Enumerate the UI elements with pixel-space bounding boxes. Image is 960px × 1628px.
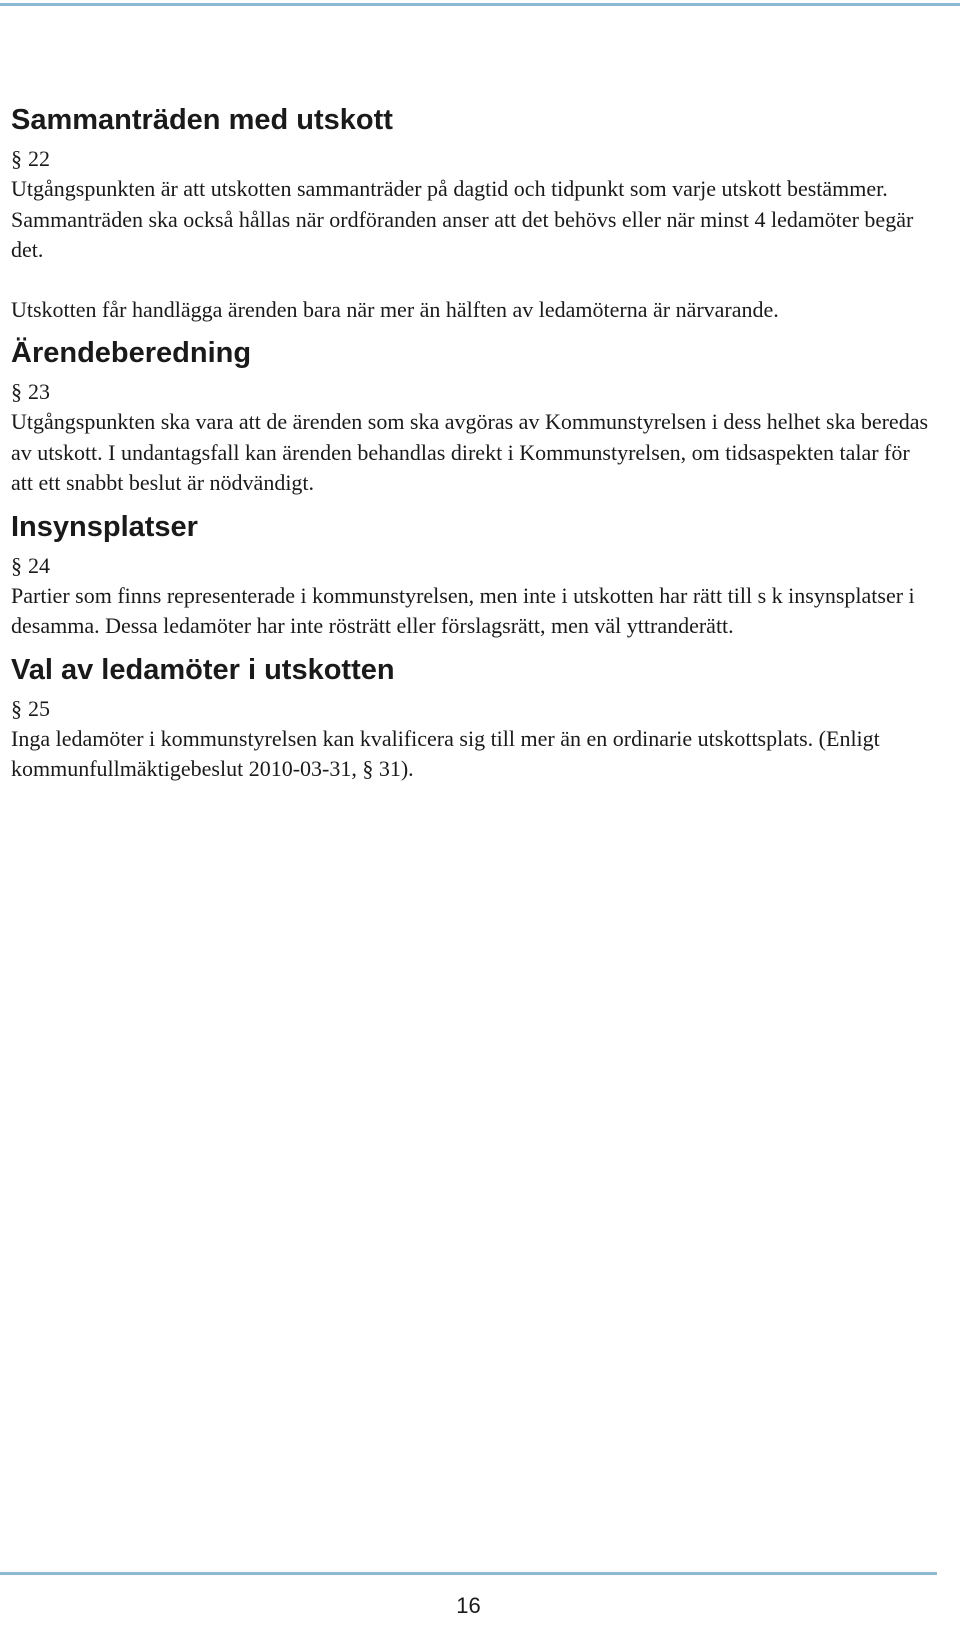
section-symbol: §: [11, 146, 22, 171]
document-body: [11, 100, 936, 785]
paragraph-number-value: 23: [28, 379, 50, 404]
paragraph-number: [11, 377, 936, 407]
body-text: Inga ledamöter i kommunstyrelsen kan kvalificera sig till mer än en ordinarie utskottsplats. (Enligt kommunfullmäktigebeslut 2010-03-31, § 31).: [11, 725, 880, 781]
body-text: Partier som finns representerade i kommunstyrelsen, men inte i utskotten har rätt till s k insynsplatser i desamma. Dessa ledamöter har inte rösträtt eller förslagsrätt, men väl yttranderätt.: [11, 582, 915, 638]
body-text: Utskotten får handlägga ärenden bara när mer än hälften av ledamöterna är närvarande.: [11, 296, 779, 322]
section-heading: Val av ledamöter i utskotten: [11, 653, 395, 686]
section-symbol: §: [11, 379, 22, 404]
section-symbol: §: [11, 695, 22, 721]
body-text: Utgångspunkten är att utskotten sammanträder på dagtid och tidpunkt som varje utskott bestämmer. Sammanträden ska också hållas när ordföranden anser att det behövs eller när minst 4 ledamöter begär det.: [11, 176, 914, 262]
section-heading: Insynsplatser: [11, 510, 198, 543]
section-heading: Ärendeberedning: [11, 337, 252, 369]
paragraph-number: [11, 694, 936, 724]
section-arendeberedning: [11, 333, 936, 499]
section-val-av-ledamoter: [11, 650, 936, 785]
page-number: 16: [456, 1593, 481, 1618]
body-text: Utgångspunkten ska vara att de ärenden som ska avgöras av Kommunstyrelsen i dess helhet ska beredas av utskott. I undantagsfall kan ärenden behandlas direkt i Kommunstyrelsen, om tidsaspekten talar för att ett snabbt beslut är nödvändigt.: [11, 409, 929, 495]
paragraph-number-value: 22: [28, 146, 50, 171]
paragraph-number: [11, 144, 936, 174]
paragraph-number: [11, 551, 936, 581]
top-rule: [0, 3, 960, 6]
bottom-rule: [0, 1572, 937, 1575]
section-heading: Sammanträden med utskott: [11, 104, 393, 136]
paragraph-number-value: 24: [28, 552, 50, 578]
paragraph-number-value: 25: [28, 695, 50, 721]
section-insynsplatser: [11, 507, 936, 642]
section-symbol: §: [11, 552, 22, 578]
section-sammantraden: [11, 100, 936, 325]
